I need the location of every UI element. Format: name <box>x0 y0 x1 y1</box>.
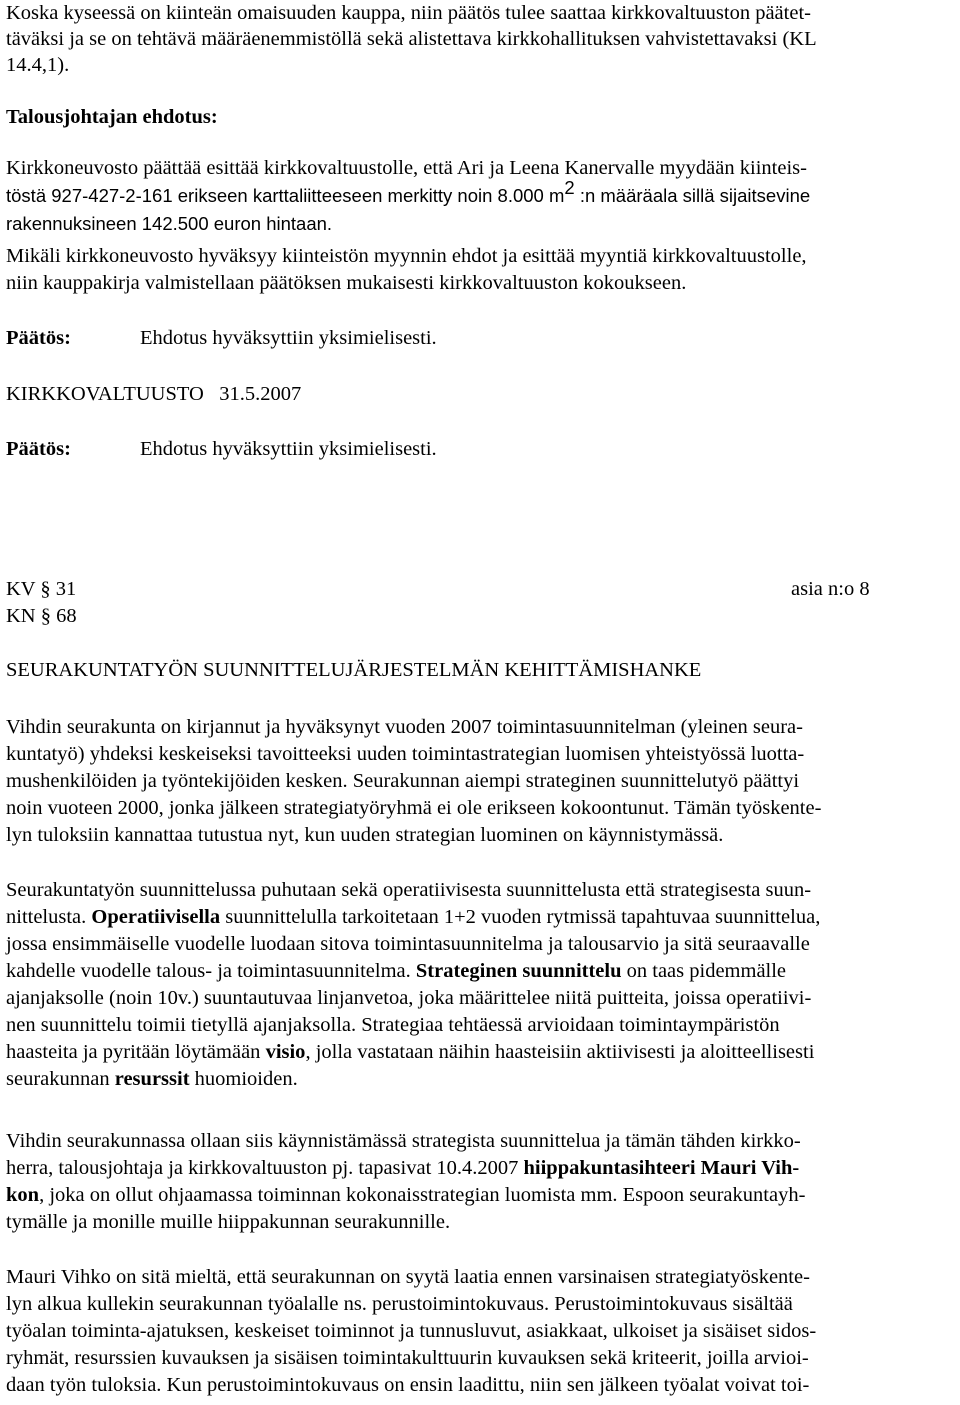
p4-line: daan työn tuloksia. Kun perustoimintokuvaus on ensin laadittu, niin sen jälkeen työalat voivat toi- <box>6 1374 810 1396</box>
bold-term: hiippakuntasihteeri Mauri Vih- <box>523 1157 800 1179</box>
p4-line: ryhmät, resurssien kuvauksen ja sisäisen toimintakulttuurin kuvauksen sekä kriteerit, joilla arvioi- <box>6 1347 809 1369</box>
p1-line: noin vuoteen 2000, jonka jälkeen strategiatyöryhmä ei ole erikseen kokoontunut. Tämän työskente- <box>6 797 822 819</box>
section-title: SEURAKUNTATYÖN SUUNNITTELUJÄRJESTELMÄN KEHITTÄMISHANKE <box>6 659 702 681</box>
p2-line: kahdelle vuodelle talous- ja toimintasuunnitelma. Strateginen suunnittelu on taas pidemmälle <box>6 960 787 982</box>
p1-line: lyn tuloksiin kannattaa tutustua nyt, kun uuden strategian luominen on käynnistymässä. <box>6 824 724 846</box>
proposal-line-3: rakennuksineen 142.500 euron hintaan. <box>6 213 333 234</box>
proposal-heading: Talousjohtajan ehdotus: <box>6 106 218 128</box>
p4-line: lyn alkua kullekin seurakunnan työalalle ns. perustoimintokuvaus. Perustoimintokuvaus sisältää <box>6 1293 793 1315</box>
p2-line: ajanjaksolle (noin 10v.) suuntautuvaa linjanvetoa, joka määrittelee niitä puitteita, joissa operatiivi- <box>6 987 812 1009</box>
council-heading: KIRKKOVALTUUSTO 31.5.2007 <box>6 383 302 405</box>
kv-number: KV § 31 <box>6 578 77 600</box>
decision-2 <box>6 436 906 462</box>
p2-line: seurakunnan resurssit huomioiden. <box>6 1068 298 1090</box>
case-number: asia n:o 8 <box>791 578 870 600</box>
p2-line: nittelusta. Operatiivisella suunnittelulla tarkoitetaan 1+2 vuoden rytmissä tapahtuvaa suunnittelua, <box>6 906 821 928</box>
section-kn-line: KN § 68 <box>6 605 77 627</box>
p2-line: nen suunnittelu toimii tietyllä ajanjaksolla. Strategiaa tehtäessä arvioidaan toimintaympäristön <box>6 1014 780 1036</box>
proposal-line-5: niin kauppakirja valmistellaan päätöksen mukaisesti kirkkovaltuuston kokoukseen. <box>6 272 687 294</box>
bold-term: visio <box>265 1041 306 1063</box>
proposal-line-1: Kirkkoneuvosto päättää esittää kirkkovaltuustolle, että Ari ja Leena Kanervalle myydään kiinteis- <box>6 157 807 179</box>
p4-line: työalan toiminta-ajatuksen, keskeiset toiminnot ja tunnusluvut, asiakkaat, ulkoiset ja sisäiset sidos- <box>6 1320 817 1342</box>
p3-line: Vihdin seurakunnassa ollaan siis käynnistämässä strategista suunnittelua ja tämän tähden kirkko- <box>6 1130 801 1152</box>
p4-line: Mauri Vihko on sitä mieltä, että seurakunnan on syytä laatia ennen varsinaisen strategiatyöskente- <box>6 1266 810 1288</box>
intro-line-1: Koska kyseessä on kiinteän omaisuuden kauppa, niin päätös tulee saattaa kirkkovaltuuston päätet- <box>6 2 811 24</box>
bold-term: resurssit <box>114 1068 190 1090</box>
p1-line: kuntatyö) yhdeksi keskeiseksi tavoitteeksi uuden toimintastrategian luomisen yhteistyössä luotta- <box>6 743 805 765</box>
decision-1 <box>6 325 906 351</box>
p2-line: jossa ensimmäiselle vuodelle luodaan sitova toimintasuunnitelma ja talousarvio ja sitä seuraavalle <box>6 933 810 955</box>
decision-text: Ehdotus hyväksyttiin yksimielisesti. <box>140 327 437 349</box>
p1-line: Vihdin seurakunta on kirjannut ja hyväksynyt vuoden 2007 toimintasuunnitelman (yleinen seura- <box>6 716 803 738</box>
bold-term: kon <box>6 1184 40 1206</box>
intro-line-3: 14.4,1). <box>6 54 70 76</box>
bold-term: Operatiivisella <box>91 906 221 928</box>
p3-line: tymälle ja monille muille hiippakunnan seurakunnille. <box>6 1211 451 1233</box>
decision-text: Ehdotus hyväksyttiin yksimielisesti. <box>140 438 437 460</box>
p3-line: herra, talousjohtaja ja kirkkovaltuuston pj. tapasivat 10.4.2007 hiippakuntasihteeri Mauri Vih- <box>6 1157 800 1179</box>
p2-line: Seurakuntatyön suunnittelussa puhutaan sekä operatiivisesta suunnittelusta että strategisesta suun- <box>6 879 812 901</box>
proposal-line-4: Mikäli kirkkoneuvosto hyväksyy kiinteistön myynnin ehdot ja esittää myyntiä kirkkovaltuustolle, <box>6 245 807 267</box>
p1-line: mushenkilöiden ja työntekijöiden kesken. Seurakunnan aiempi strateginen suunnittelutyö päättyi <box>6 770 800 792</box>
decision-label: Päätös: <box>6 438 71 460</box>
decision-label: Päätös: <box>6 327 71 349</box>
superscript: 2 <box>564 177 575 198</box>
p3-line: kon, joka on ollut ohjaamassa toiminnan kokonaisstrategian luomista mm. Espoon seurakuntayh- <box>6 1184 806 1206</box>
p2-line: haasteita ja pyritään löytämään visio, jolla vastataan näihin haasteisiin aktiivisesti ja aloitteellisesti <box>6 1041 815 1063</box>
bold-term: Strateginen suunnittelu <box>415 960 622 982</box>
intro-line-2: täväksi ja se on tehtävä määräenemmistöllä sekä alistettava kirkkohallituksen vahvistettavaksi (KL <box>6 28 817 50</box>
proposal-line-2: töstä 927-427-2-161 erikseen karttaliitteeseen merkitty noin 8.000 $m^2$ :n määräala sillä sijaitsevine <box>6 177 811 206</box>
section-kv-line <box>6 576 946 602</box>
